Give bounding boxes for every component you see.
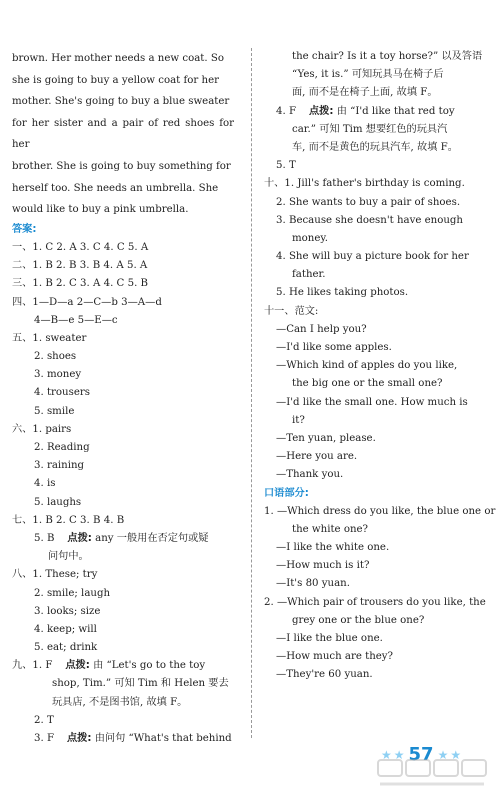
section-11-heading: 十一、范文: bbox=[264, 305, 319, 317]
oral-dialogue-2-line: 2. —Which pair of trousers do you like, the bbox=[264, 596, 486, 608]
oral-dialogue-2-line: —They're 60 yuan. bbox=[276, 669, 373, 681]
section-5-label: 五、 bbox=[12, 332, 33, 344]
oral-dialogue-1-line: —How much is it? bbox=[276, 560, 370, 572]
oral-dialogue-1-line: —I like the white one. bbox=[276, 542, 390, 554]
section-9-item-3: 3. F 点拨: 由问句 “What's that behind bbox=[34, 733, 232, 744]
section-5-item-3: 3. money bbox=[34, 369, 82, 381]
model-dialogue-line: —Here you are. bbox=[276, 451, 358, 463]
model-dialogue-line: —I'd like the small one. How much is bbox=[276, 396, 468, 408]
section-6-item-2: 2. Reading bbox=[34, 442, 90, 453]
section-9-item-1: 九、1. F 点拨: 由 “Let's go to the toy bbox=[12, 660, 206, 672]
tip-label: 点拨: bbox=[67, 532, 92, 544]
section-9-item-4-cont: car.” 可知 Tim 想要红色的玩具汽 bbox=[292, 123, 448, 135]
passage-line: herself too. She needs an umbrella. She bbox=[12, 182, 219, 194]
passage-line: brother. She is going to buy something for bbox=[12, 160, 231, 172]
tip-label: 点拨: bbox=[65, 660, 90, 672]
section-6-item-5: 5. laughs bbox=[34, 496, 82, 508]
section-5-item-1: 五、1. sweater bbox=[12, 332, 87, 344]
column-divider bbox=[251, 48, 252, 738]
section-10-label: 十、 bbox=[264, 178, 285, 190]
section-8-item-2: 2. smile; laugh bbox=[34, 587, 111, 599]
model-dialogue-line: —Ten yuan, please. bbox=[276, 432, 376, 444]
section-9-item-4-cont: 车, 而不是黄色的玩具汽车, 故填 F。 bbox=[292, 141, 458, 153]
section-8-item-5: 5. eat; drink bbox=[34, 642, 98, 654]
section-7-tip-cont: 问句中。 bbox=[48, 551, 89, 563]
section-9-item-5: 5. T bbox=[276, 160, 296, 172]
section-10-item-2: 2. She wants to buy a pair of shoes. bbox=[276, 196, 461, 208]
passage-line: would like to buy a pink umbrella. bbox=[12, 204, 189, 216]
section-2-answers: 二、1. B 2. B 3. B 4. A 5. A bbox=[12, 260, 148, 272]
section-4-answers-cont: 4—B—e 5—E—c bbox=[34, 314, 118, 326]
section-9-item-3-cont: 面, 而不是在椅子上面, 故填 F。 bbox=[292, 87, 438, 99]
model-dialogue-line: it? bbox=[292, 414, 305, 426]
section-9-item-3-cont: “Yes, it is.” 可知玩具马在椅子后 bbox=[292, 69, 444, 81]
left-column bbox=[12, 48, 234, 748]
section-5-item-2: 2. shoes bbox=[34, 351, 77, 363]
section-9-item-4: 4. F 点拨: 由 “I'd like that red toy bbox=[276, 105, 455, 117]
page-number: 57 bbox=[408, 744, 434, 765]
oral-dialogue-2-line: grey one or the blue one? bbox=[292, 614, 425, 626]
oral-heading: 口语部分: bbox=[264, 487, 309, 499]
section-7-item-5: 5. B 点拨: any 一般用在否定句或疑 bbox=[34, 532, 209, 544]
oral-dialogue-1-line: 1. —Which dress do you like, the blue one or bbox=[264, 505, 496, 517]
section-10-item-3: 3. Because she doesn't have enough bbox=[276, 214, 463, 226]
star-icon: ★ bbox=[450, 747, 462, 762]
oral-dialogue-1-line: the white one? bbox=[292, 523, 369, 535]
passage-line: for her sister and a pair of red shoes for her bbox=[12, 117, 234, 151]
passage-line: mother. She's going to buy a blue sweater bbox=[12, 96, 230, 108]
model-dialogue-line: —Which kind of apples do you like, bbox=[276, 360, 458, 372]
star-icon: ★ bbox=[381, 747, 392, 762]
oral-dialogue-2-line: —How much are they? bbox=[276, 651, 394, 663]
model-dialogue-line: —I'd like some apples. bbox=[276, 342, 392, 353]
section-10-item-4-cont: father. bbox=[292, 269, 326, 281]
section-8-item-1: 八、1. These; try bbox=[12, 569, 98, 581]
model-dialogue-line: the big one or the small one? bbox=[292, 378, 443, 390]
right-column bbox=[264, 48, 496, 685]
tip-label: 点拨: bbox=[309, 105, 334, 117]
section-8-label: 八、 bbox=[12, 569, 33, 581]
section-6-item-4: 4. is bbox=[34, 478, 56, 490]
section-10-item-3-cont: money. bbox=[292, 232, 329, 244]
section-10-item-4: 4. She will buy a picture book for her bbox=[276, 251, 469, 263]
section-11-label: 十一、 bbox=[264, 305, 295, 317]
passage-line: brown. Her mother needs a new coat. So bbox=[12, 53, 224, 64]
tip-label: 点拨: bbox=[67, 733, 92, 744]
model-dialogue-line: —Can I help you? bbox=[276, 323, 367, 335]
oral-dialogue-1-line: —It's 80 yuan. bbox=[276, 578, 350, 590]
section-6-item-3: 3. raining bbox=[34, 460, 85, 472]
section-9-item-1-cont: 玩具店, 不是图书馆, 故填 F。 bbox=[52, 696, 188, 708]
watermark-logo-icon bbox=[376, 758, 488, 790]
section-5-item-4: 4. trousers bbox=[34, 387, 90, 399]
section-1-answers: 一、1. C 2. A 3. C 4. C 5. A bbox=[12, 241, 149, 253]
section-10-item-1: 十、1. Jill's father's birthday is coming. bbox=[264, 178, 465, 190]
section-7-answers: 七、1. B 2. C 3. B 4. B bbox=[12, 514, 125, 526]
section-3-answers: 三、1. B 2. C 3. A 4. C 5. B bbox=[12, 278, 149, 290]
answers-heading: 答案: bbox=[12, 223, 37, 235]
passage-line: she is going to buy a yellow coat for her bbox=[12, 74, 219, 86]
section-8-item-3: 3. looks; size bbox=[34, 605, 101, 617]
star-icon: ★ bbox=[437, 747, 449, 762]
section-10-item-5: 5. He likes taking photos. bbox=[276, 287, 409, 299]
section-8-item-4: 4. keep; will bbox=[34, 623, 97, 635]
section-6-label: 六、 bbox=[12, 423, 33, 435]
section-9-item-1-cont: shop, Tim.” 可知 Tim 和 Helen 要去 bbox=[52, 678, 229, 690]
section-6-item-1: 六、1. pairs bbox=[12, 423, 72, 435]
section-4-answers: 四、1—D—a 2—C—b 3—A—d bbox=[12, 296, 162, 308]
section-5-item-5: 5. smile bbox=[34, 405, 75, 417]
section-9-item-3-cont: the chair? Is it a toy horse?” 以及答语 bbox=[292, 51, 483, 62]
model-dialogue-line: —Thank you. bbox=[276, 469, 344, 481]
passage-text bbox=[12, 48, 234, 221]
oral-dialogue-2-line: —I like the blue one. bbox=[276, 633, 383, 644]
star-icon: ★ bbox=[393, 747, 405, 762]
section-9-item-2: 2. T bbox=[34, 714, 54, 726]
section-9-label: 九、 bbox=[12, 660, 33, 672]
